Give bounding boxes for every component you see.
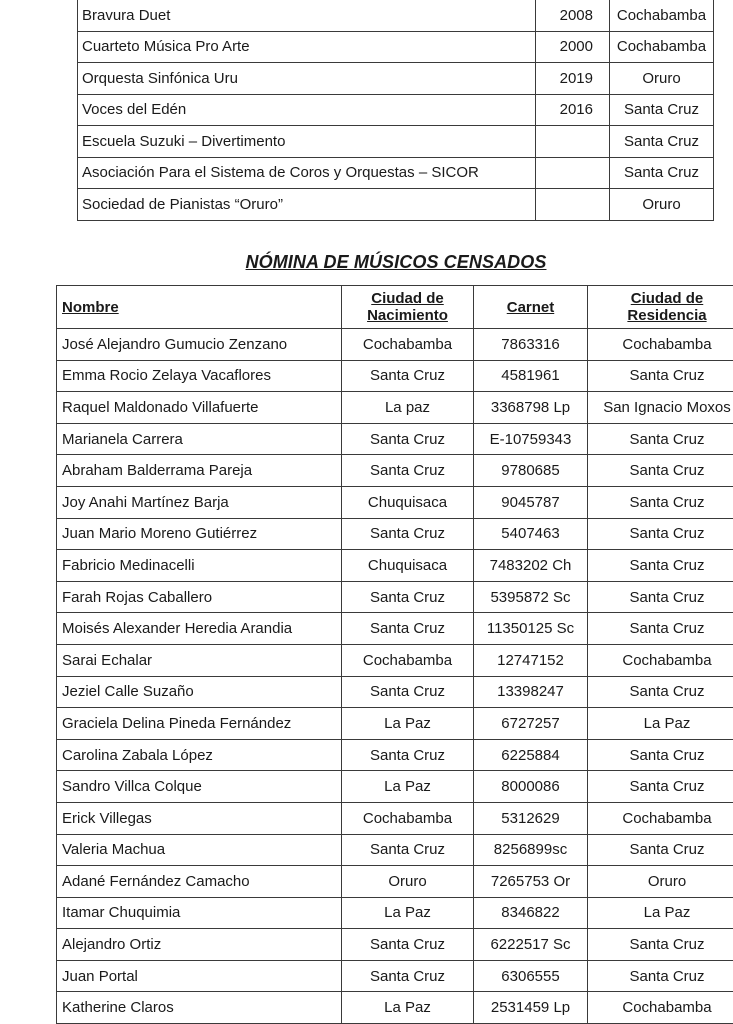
musician-row (57, 929, 733, 961)
id-number: 9045787 (474, 486, 588, 518)
musician-row (57, 329, 733, 361)
musician-name: Marianela Carrera (57, 423, 342, 455)
group-row (78, 126, 714, 158)
group-city: Oruro (610, 63, 714, 95)
birth-city: Santa Cruz (342, 929, 474, 961)
header-birth-city (342, 286, 474, 329)
residence-city: Santa Cruz (588, 455, 733, 487)
musician-name: Jeziel Calle Suzaño (57, 676, 342, 708)
group-row (78, 189, 714, 221)
musician-name: Moisés Alexander Heredia Arandia (57, 613, 342, 645)
group-row (78, 94, 714, 126)
musician-name: Graciela Delina Pineda Fernández (57, 708, 342, 740)
id-number: 3368798 Lp (474, 392, 588, 424)
musician-row (57, 486, 733, 518)
birth-city: Oruro (342, 866, 474, 898)
group-year (536, 157, 610, 189)
musician-row (57, 866, 733, 898)
birth-city: Cochabamba (342, 644, 474, 676)
group-row (78, 157, 714, 189)
group-row (78, 0, 714, 31)
id-number: 6225884 (474, 739, 588, 771)
group-name: Escuela Suzuki – Divertimento (78, 126, 536, 158)
musician-row (57, 518, 733, 550)
header-birth-city-line1: Ciudad de (371, 290, 444, 307)
birth-city: La Paz (342, 708, 474, 740)
residence-city: Cochabamba (588, 644, 733, 676)
header-id: Carnet (474, 286, 588, 329)
birth-city: Santa Cruz (342, 739, 474, 771)
group-name: Bravura Duet (78, 0, 536, 31)
id-number: 7265753 Or (474, 866, 588, 898)
musician-name: Juan Portal (57, 960, 342, 992)
musicians-table (56, 285, 733, 1024)
musician-name: Abraham Balderrama Pareja (57, 455, 342, 487)
birth-city: Santa Cruz (342, 455, 474, 487)
musician-row (57, 581, 733, 613)
musician-name: Erick Villegas (57, 802, 342, 834)
birth-city: Santa Cruz (342, 518, 474, 550)
musician-name: Joy Anahi Martínez Barja (57, 486, 342, 518)
musician-row (57, 644, 733, 676)
id-number: 5395872 Sc (474, 581, 588, 613)
musician-row (57, 771, 733, 803)
musician-name: Sandro Villca Colque (57, 771, 342, 803)
id-number: 12747152 (474, 644, 588, 676)
musician-row (57, 676, 733, 708)
group-year (536, 126, 610, 158)
residence-city: Santa Cruz (588, 486, 733, 518)
birth-city: Santa Cruz (342, 613, 474, 645)
musician-row (57, 613, 733, 645)
group-city: Santa Cruz (610, 94, 714, 126)
id-number: 5312629 (474, 802, 588, 834)
musician-name: Sarai Echalar (57, 644, 342, 676)
id-number: 4581961 (474, 360, 588, 392)
groups-table (77, 0, 714, 221)
musician-name: Juan Mario Moreno Gutiérrez (57, 518, 342, 550)
birth-city: Cochabamba (342, 802, 474, 834)
birth-city: Chuquisaca (342, 486, 474, 518)
birth-city: Santa Cruz (342, 360, 474, 392)
musician-name: Raquel Maldonado Villafuerte (57, 392, 342, 424)
musician-name: Farah Rojas Caballero (57, 581, 342, 613)
header-birth-city-line2: Nacimiento (367, 307, 448, 324)
residence-city: Santa Cruz (588, 960, 733, 992)
id-number: 7483202 Ch (474, 550, 588, 582)
id-number: 2531459 Lp (474, 992, 588, 1024)
id-number: 6222517 Sc (474, 929, 588, 961)
musician-name: Katherine Claros (57, 992, 342, 1024)
group-city: Cochabamba (610, 31, 714, 63)
musician-row (57, 960, 733, 992)
musician-name: Alejandro Ortiz (57, 929, 342, 961)
residence-city: Santa Cruz (588, 613, 733, 645)
musician-row (57, 392, 733, 424)
birth-city: Santa Cruz (342, 960, 474, 992)
group-city: Santa Cruz (610, 157, 714, 189)
id-number: 8256899sc (474, 834, 588, 866)
group-year: 2019 (536, 63, 610, 95)
musician-name: Valeria Machua (57, 834, 342, 866)
musician-row (57, 739, 733, 771)
residence-city: Santa Cruz (588, 929, 733, 961)
id-number: 13398247 (474, 676, 588, 708)
musician-row (57, 423, 733, 455)
group-city: Santa Cruz (610, 126, 714, 158)
residence-city: Santa Cruz (588, 676, 733, 708)
residence-city: Santa Cruz (588, 581, 733, 613)
musician-row (57, 834, 733, 866)
group-year: 2008 (536, 0, 610, 31)
id-number: 6727257 (474, 708, 588, 740)
musician-name: Carolina Zabala López (57, 739, 342, 771)
header-row (57, 286, 733, 329)
musician-row (57, 455, 733, 487)
musician-row (57, 897, 733, 929)
musician-name: Itamar Chuquimia (57, 897, 342, 929)
birth-city: La Paz (342, 992, 474, 1024)
group-year: 2016 (536, 94, 610, 126)
birth-city: Cochabamba (342, 329, 474, 361)
group-row (78, 63, 714, 95)
section-title: NÓMINA DE MÚSICOS CENSADOS (245, 252, 547, 272)
residence-city: La Paz (588, 897, 733, 929)
group-name: Orquesta Sinfónica Uru (78, 63, 536, 95)
residence-city: Santa Cruz (588, 834, 733, 866)
header-name: Nombre (57, 286, 342, 329)
musician-name: Fabricio Medinacelli (57, 550, 342, 582)
id-number: 5407463 (474, 518, 588, 550)
residence-city: Santa Cruz (588, 550, 733, 582)
residence-city: Cochabamba (588, 329, 733, 361)
residence-city: Santa Cruz (588, 739, 733, 771)
musician-name: Adané Fernández Camacho (57, 866, 342, 898)
group-name: Cuarteto Música Pro Arte (78, 31, 536, 63)
group-city: Cochabamba (610, 0, 714, 31)
musician-row (57, 550, 733, 582)
id-number: 8000086 (474, 771, 588, 803)
birth-city: La Paz (342, 897, 474, 929)
birth-city: Chuquisaca (342, 550, 474, 582)
group-year: 2000 (536, 31, 610, 63)
musician-name: José Alejandro Gumucio Zenzano (57, 329, 342, 361)
birth-city: Santa Cruz (342, 423, 474, 455)
residence-city: Cochabamba (588, 992, 733, 1024)
group-name: Asociación Para el Sistema de Coros y Orquestas – SICOR (78, 157, 536, 189)
residence-city: La Paz (588, 708, 733, 740)
residence-city: Santa Cruz (588, 360, 733, 392)
id-number: 7863316 (474, 329, 588, 361)
residence-city: San Ignacio Moxos (588, 392, 733, 424)
group-year (536, 189, 610, 221)
header-residence-line2: Residencia (627, 307, 707, 324)
residence-city: Santa Cruz (588, 771, 733, 803)
musician-row (57, 360, 733, 392)
birth-city: Santa Cruz (342, 834, 474, 866)
residence-city: Santa Cruz (588, 423, 733, 455)
header-residence (588, 286, 733, 329)
musician-name: Emma Rocio Zelaya Vacaflores (57, 360, 342, 392)
musician-row (57, 992, 733, 1024)
group-city: Oruro (610, 189, 714, 221)
group-name: Sociedad de Pianistas “Oruro” (78, 189, 536, 221)
birth-city: La paz (342, 392, 474, 424)
header-residence-line1: Ciudad de (630, 290, 704, 307)
birth-city: La Paz (342, 771, 474, 803)
musician-row (57, 708, 733, 740)
group-name: Voces del Edén (78, 94, 536, 126)
group-row (78, 31, 714, 63)
birth-city: Santa Cruz (342, 676, 474, 708)
id-number: 11350125 Sc (474, 613, 588, 645)
birth-city: Santa Cruz (342, 581, 474, 613)
id-number: 9780685 (474, 455, 588, 487)
id-number: E-10759343 (474, 423, 588, 455)
musician-row (57, 802, 733, 834)
residence-city: Santa Cruz (588, 518, 733, 550)
residence-city: Cochabamba (588, 802, 733, 834)
id-number: 6306555 (474, 960, 588, 992)
residence-city: Oruro (588, 866, 733, 898)
id-number: 8346822 (474, 897, 588, 929)
